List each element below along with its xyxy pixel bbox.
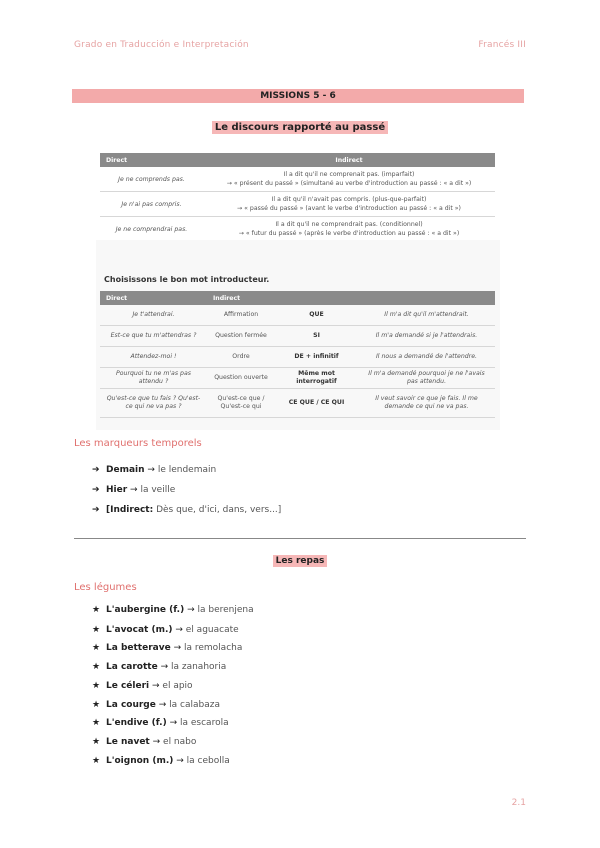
header-course: Grado en Traducción e Interpretación [74, 40, 249, 50]
table-cell: Attendez-moi ! [100, 347, 207, 368]
item-translation: la veille [140, 485, 176, 495]
cell-line: → « passé du passé » (avant le verbe d'introduction au passé : « a dit ») [237, 205, 461, 212]
list-item [92, 718, 229, 728]
table-row [100, 347, 495, 368]
right-arrow-icon: → [187, 605, 195, 615]
item-translation: la berenjena [197, 605, 254, 615]
item-term: Hier [106, 485, 128, 495]
item-term: L'endive (f.) [106, 718, 167, 728]
right-arrow-icon: → [173, 643, 182, 653]
table-row [100, 326, 495, 347]
table-cell: Je ne comprendrai pas. [100, 217, 203, 242]
page-subtitle: Le discours rapporté au passé [0, 122, 600, 133]
list-item [92, 681, 193, 691]
item-translation: el aguacate [185, 625, 239, 635]
section-title-legumes: Les légumes [74, 582, 137, 593]
right-arrow-icon: → [152, 681, 160, 691]
introducer-table [100, 291, 495, 418]
item-term: L'oignon (m.) [106, 756, 174, 766]
page-number: 2.1 [511, 798, 526, 808]
item-translation: la escarola [180, 718, 229, 728]
star-icon: ★ [92, 662, 101, 672]
table-header-row [100, 291, 495, 305]
table-cell [203, 192, 495, 217]
list-item [92, 625, 239, 635]
item-term: La courge [106, 700, 156, 710]
table-cell: Il m'a demandé pourquoi je ne l'avais pas attendu. [358, 368, 495, 389]
table-cell: Il veut savoir ce que je fais. Il me demande ce qui ne va pas. [358, 389, 495, 418]
table-row [100, 217, 495, 242]
item-translation: el apio [162, 681, 193, 691]
tense-table [100, 153, 495, 242]
star-icon: ★ [92, 643, 101, 653]
cell-line: → « présent du passé » (simultané au verbe d'introduction au passé : « a dit ») [226, 180, 472, 187]
table-cell: Pourquoi tu ne m'as pas attendu ? [100, 368, 207, 389]
item-term: Le navet [106, 737, 150, 747]
right-arrow-icon: → [152, 737, 161, 747]
table-header: Indirect [207, 291, 495, 305]
table-cell: Qu'est-ce que tu fais ? Qu'est-ce qui ne va pas ? [100, 389, 207, 418]
list-item [92, 662, 226, 672]
table-cell: Est-ce que tu m'attendras ? [100, 326, 207, 347]
divider [74, 538, 526, 539]
table-cell [203, 217, 495, 242]
table-cell: Qu'est-ce que / Qu'est-ce qui [207, 389, 275, 418]
table-cell: Question fermée [207, 326, 275, 347]
item-translation: le lendemain [157, 465, 217, 475]
header-subject: Francés III [478, 40, 526, 50]
table-cell: QUE [275, 305, 358, 326]
table-cell: Ordre [207, 347, 275, 368]
star-icon: ★ [92, 605, 101, 615]
exercise-title: Choisissons le bon mot introducteur. [104, 275, 270, 284]
list-item [92, 737, 196, 747]
star-icon: ★ [92, 681, 101, 691]
item-term: [Indirect: [106, 505, 154, 515]
table-header: Direct [100, 153, 203, 167]
table-cell: Question ouverte [207, 368, 275, 389]
right-arrow-icon: → [169, 718, 178, 728]
list-item [92, 756, 230, 766]
table-cell [203, 167, 495, 192]
cell-line: Il a dit qu'il ne comprendrait pas. (conditionnel) [275, 221, 423, 228]
right-arrow-icon: → [175, 625, 183, 635]
item-translation: la calabaza [169, 700, 220, 710]
item-translation: la remolacha [183, 643, 243, 653]
right-arrow-icon: ➔ [92, 465, 100, 475]
section-title-marqueurs: Les marqueurs temporels [74, 438, 202, 449]
section-band [72, 89, 524, 103]
table-cell: Il nous a demandé de l'attendre. [358, 347, 495, 368]
table-cell: Je t'attendrai. [100, 305, 207, 326]
item-term: L'avocat (m.) [106, 625, 173, 635]
item-translation: la zanahoria [170, 662, 227, 672]
table-row [100, 305, 495, 326]
item-term: Demain [106, 465, 145, 475]
right-arrow-icon: → [176, 756, 184, 766]
item-term: La carotte [106, 662, 158, 672]
list-item [92, 700, 220, 710]
list-item [92, 605, 254, 615]
right-arrow-icon: ➔ [92, 485, 100, 495]
table-cell: DE + infinitif [275, 347, 358, 368]
list-item [92, 465, 216, 475]
table-cell: Il m'a demandé si je l'attendrais. [358, 326, 495, 347]
list-item [92, 505, 281, 515]
table-cell: Même mot interrogatif [275, 368, 358, 389]
table-cell: Je ne comprends pas. [100, 167, 203, 192]
list-item [92, 485, 175, 495]
item-term: L'aubergine (f.) [106, 605, 185, 615]
cell-line: Il a dit qu'il ne comprenait pas. (imparfait) [283, 171, 415, 178]
item-translation: la cebolla [186, 756, 230, 766]
right-arrow-icon: ➔ [92, 505, 100, 515]
star-icon: ★ [92, 700, 101, 710]
table-cell: SI [275, 326, 358, 347]
table-row [100, 368, 495, 389]
star-icon: ★ [92, 625, 101, 635]
cell-line: Il a dit qu'il n'avait pas compris. (plus-que-parfait) [271, 196, 427, 203]
item-term: La betterave [106, 643, 171, 653]
item-translation: el nabo [163, 737, 197, 747]
table-cell: CE QUE / CE QUI [275, 389, 358, 418]
table-cell: Il m'a dit qu'il m'attendrait. [358, 305, 495, 326]
cell-line: → « futur du passé » (après le verbe d'introduction au passé : « a dit ») [238, 230, 460, 237]
table-row [100, 389, 495, 418]
table-header: Indirect [203, 153, 495, 167]
table-cell: Affirmation [207, 305, 275, 326]
table-header: Direct [100, 291, 207, 305]
band-title: MISSIONS 5 - 6 [260, 91, 336, 101]
table-row [100, 192, 495, 217]
star-icon: ★ [92, 756, 101, 766]
list-item [92, 643, 242, 653]
star-icon: ★ [92, 737, 101, 747]
right-arrow-icon: → [147, 465, 155, 475]
item-translation: Dès que, d'ici, dans, vers...] [156, 505, 282, 515]
right-arrow-icon: → [158, 700, 167, 710]
star-icon: ★ [92, 718, 101, 728]
right-arrow-icon: → [130, 485, 138, 495]
table-header-row [100, 153, 495, 167]
section-title-repas: Les repas [0, 556, 600, 566]
table-cell: Je n'ai pas compris. [100, 192, 203, 217]
right-arrow-icon: → [160, 662, 169, 672]
table-row [100, 167, 495, 192]
item-term: Le céleri [106, 681, 150, 691]
